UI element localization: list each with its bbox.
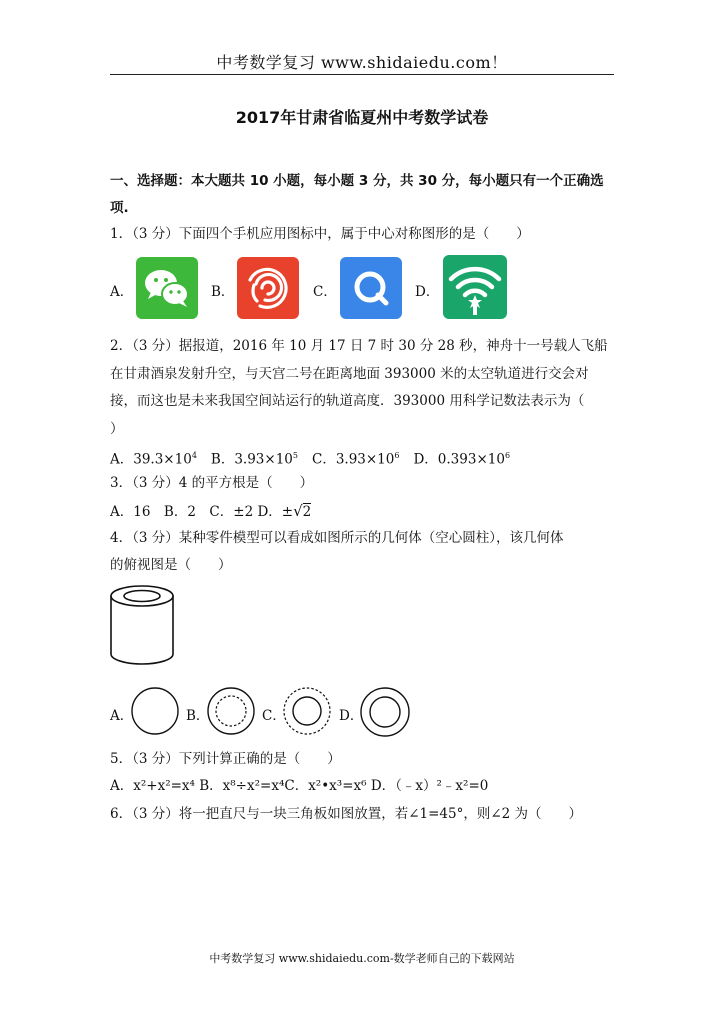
q4-option-d-label: D．: [339, 708, 364, 724]
q2-option-a-exp: 4: [191, 451, 197, 460]
q4-option-d-circles: [359, 686, 411, 738]
q4-option-c-circles: [282, 686, 332, 736]
question-2-cont: ）: [110, 421, 124, 437]
q2-option-b-exp: 5: [292, 451, 298, 460]
header-divider: [110, 74, 614, 75]
q4-option-b-label: B．: [186, 708, 210, 724]
hollow-cylinder-figure: [104, 582, 184, 666]
q2-option-d-exp: 6: [504, 451, 511, 460]
question-5: 5．（3 分）下列计算正确的是（ ）: [110, 751, 341, 767]
q4-option-c-label: C．: [262, 708, 286, 724]
section-heading-cont: 项.: [110, 200, 129, 216]
search-q-icon: [340, 257, 402, 319]
q1-option-c-label: C．: [313, 284, 337, 300]
q3-options-text: A．16 B．2 C．±2 D．±: [110, 504, 294, 520]
question-2: 2．（3 分）据报道，2016 年 10 月 17 日 7 时 30 分 28 秒，神舟十一号载人飞船: [110, 338, 608, 354]
q2-option-c-exp: 6: [394, 451, 400, 460]
q4-option-a-label: A．: [110, 708, 134, 724]
page-title: 2017年甘肃省临夏州中考数学试卷: [235, 108, 489, 127]
q1-option-b-label: B．: [211, 284, 235, 300]
question-4-cont: 的俯视图是（ ）: [110, 557, 232, 573]
question-2-cont: 接，而这也是未来我国空间站运行的轨道高度．393000 用科学记数法表示为（: [110, 393, 585, 409]
question-4: 4．（3 分）某种零件模型可以看成如图所示的几何体（空心圆柱），该几何体: [110, 530, 564, 546]
wechat-icon: [136, 257, 198, 319]
q2-option-d: D．0.393×10: [413, 451, 505, 468]
page-footer: 中考数学复习 www.shidaiedu.com-数学老师自己的下载网站: [209, 952, 515, 965]
q4-option-b-circles: [206, 686, 256, 736]
question-3: 3．（3 分）4 的平方根是（ ）: [110, 475, 314, 491]
q2-option-c: C．3.93×10: [311, 451, 395, 468]
q5-options: A．x²+x²=x⁴ B．x⁸÷x²=x⁴C．x²•x³=x⁶ D．（﹣x）²﹣x²=0: [110, 778, 489, 794]
weibo-swirl-icon: [237, 257, 299, 319]
q4-option-a-circle: [130, 686, 180, 736]
question-2-cont: 在甘肃酒泉发射升空，与天宫二号在距离地面 393000 米的太空轨道进行交会对: [110, 366, 589, 382]
sqrt-icon: √: [293, 502, 303, 520]
q3-options: [110, 501, 311, 522]
page-header: 中考数学复习 www.shidaiedu.com！: [216, 53, 508, 72]
section-heading: 一、选择题：本大题共 10 小题，每小题 3 分，共 30 分，每小题只有一个正确选: [110, 173, 604, 189]
wifi-icon: [443, 255, 507, 319]
q1-option-a-label: A．: [110, 284, 134, 300]
q3-sqrt-value: 2: [302, 504, 312, 520]
q2-option-b: B．3.93×10: [210, 451, 293, 468]
q1-option-d-label: D．: [415, 284, 440, 300]
question-6: 6．（3 分）将一把直尺与一块三角板如图放置，若∠1=45°，则∠2 为（ ）: [110, 806, 583, 822]
q2-options: [110, 446, 510, 470]
q2-option-a: A．39.3×10: [110, 451, 192, 468]
question-1: 1．（3 分）下面四个手机应用图标中，属于中心对称图形的是（ ）: [110, 226, 530, 242]
